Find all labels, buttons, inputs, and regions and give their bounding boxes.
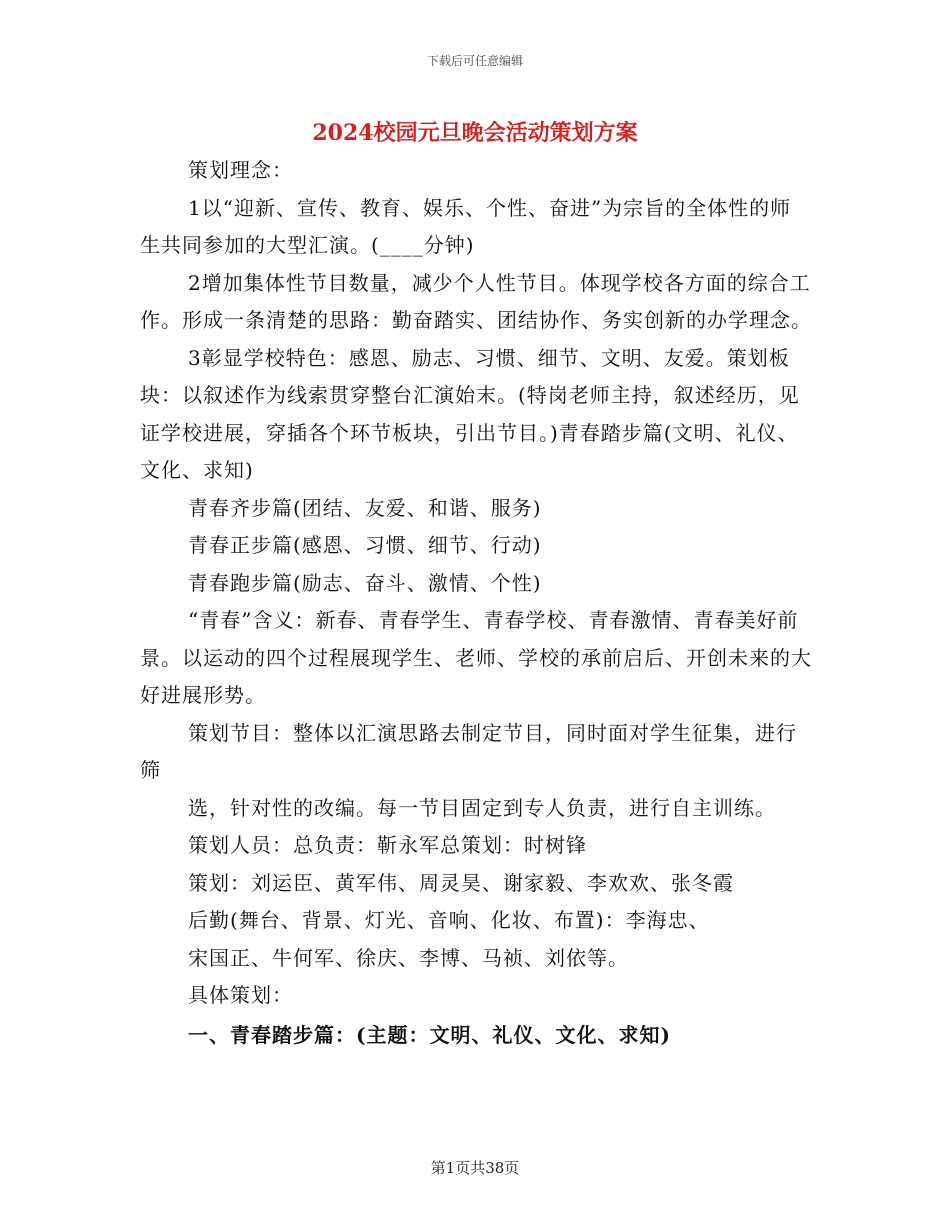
paragraph-item-2: 2增加集体性节目数量，减少个人性节目。体现学校各方面的综合工作。形成一条清楚的思路：勤奋踏实、团结协作、务实创新的办学理念。 [140,270,812,332]
paragraph-logistics: 后勤(舞台、背景、灯光、音响、化妆、布置)：李海忠、 [188,908,710,932]
document-body [140,152,812,1054]
paragraph-section-paobu: 青春跑步篇(励志、奋斗、激情、个性) [188,570,542,595]
paragraph-staff: 策划人员：总负责：靳永军总策划：时树锋 [188,833,587,857]
section-heading-1: 一、青春踏步篇：(主题：文明、礼仪、文化、求知) [188,1022,671,1047]
paragraph-programs: 策划节目：整体以汇演思路去制定节目，同时面对学生征集，进行筛 [140,720,797,782]
paragraph-logistics-cont: 宋国正、牛何军、徐庆、李博、马祯、刘依等。 [188,945,629,970]
paragraph-section-zhengbu: 青春正步篇(感恩、习惯、细节、行动) [188,533,542,557]
paragraph-programs-cont: 选，针对性的改编。每一节目固定到专人负责，进行自主训练。 [188,795,776,820]
paragraph-youth-meaning: “青春”含义：新春、青春学生、青春学校、青春激情、青春美好前景。以运动的四个过程展现学生、老师、学校的承前启后、开创未来的大好进展形势。 [140,608,812,707]
page-number: 第1页共38页 [430,1159,520,1177]
paragraph-specific-plan: 具体策划： [188,983,293,1007]
header-note: 下载后可任意编辑 [426,54,523,68]
paragraph-planners: 策划：刘运臣、黄军伟、周灵昊、谢家毅、李欢欢、张冬霞 [188,870,734,895]
paragraph-item-1: 1以“迎新、宣传、教育、娱乐、个性、奋进”为宗旨的全体性的师生共同参加的大型汇演。(____分钟) [140,195,792,257]
paragraph-item-3: 3彰显学校特色：感恩、励志、习惯、细节、文明、友爱。策划板块：以叙述作为线索贯穿整台汇演始末。(特岗老师主持，叙述经历，见证学校进展，穿插各个环节板块，引出节目。)青春踏步篇(文明、礼仪、文化、求知) [140,345,800,482]
paragraph-philosophy-label: 策划理念： [188,158,293,182]
document-title: 2024校园元旦晚会活动策划方案 [312,120,638,146]
paragraph-section-qibu: 青春齐步篇(团结、友爱、和谐、服务) [188,495,542,520]
